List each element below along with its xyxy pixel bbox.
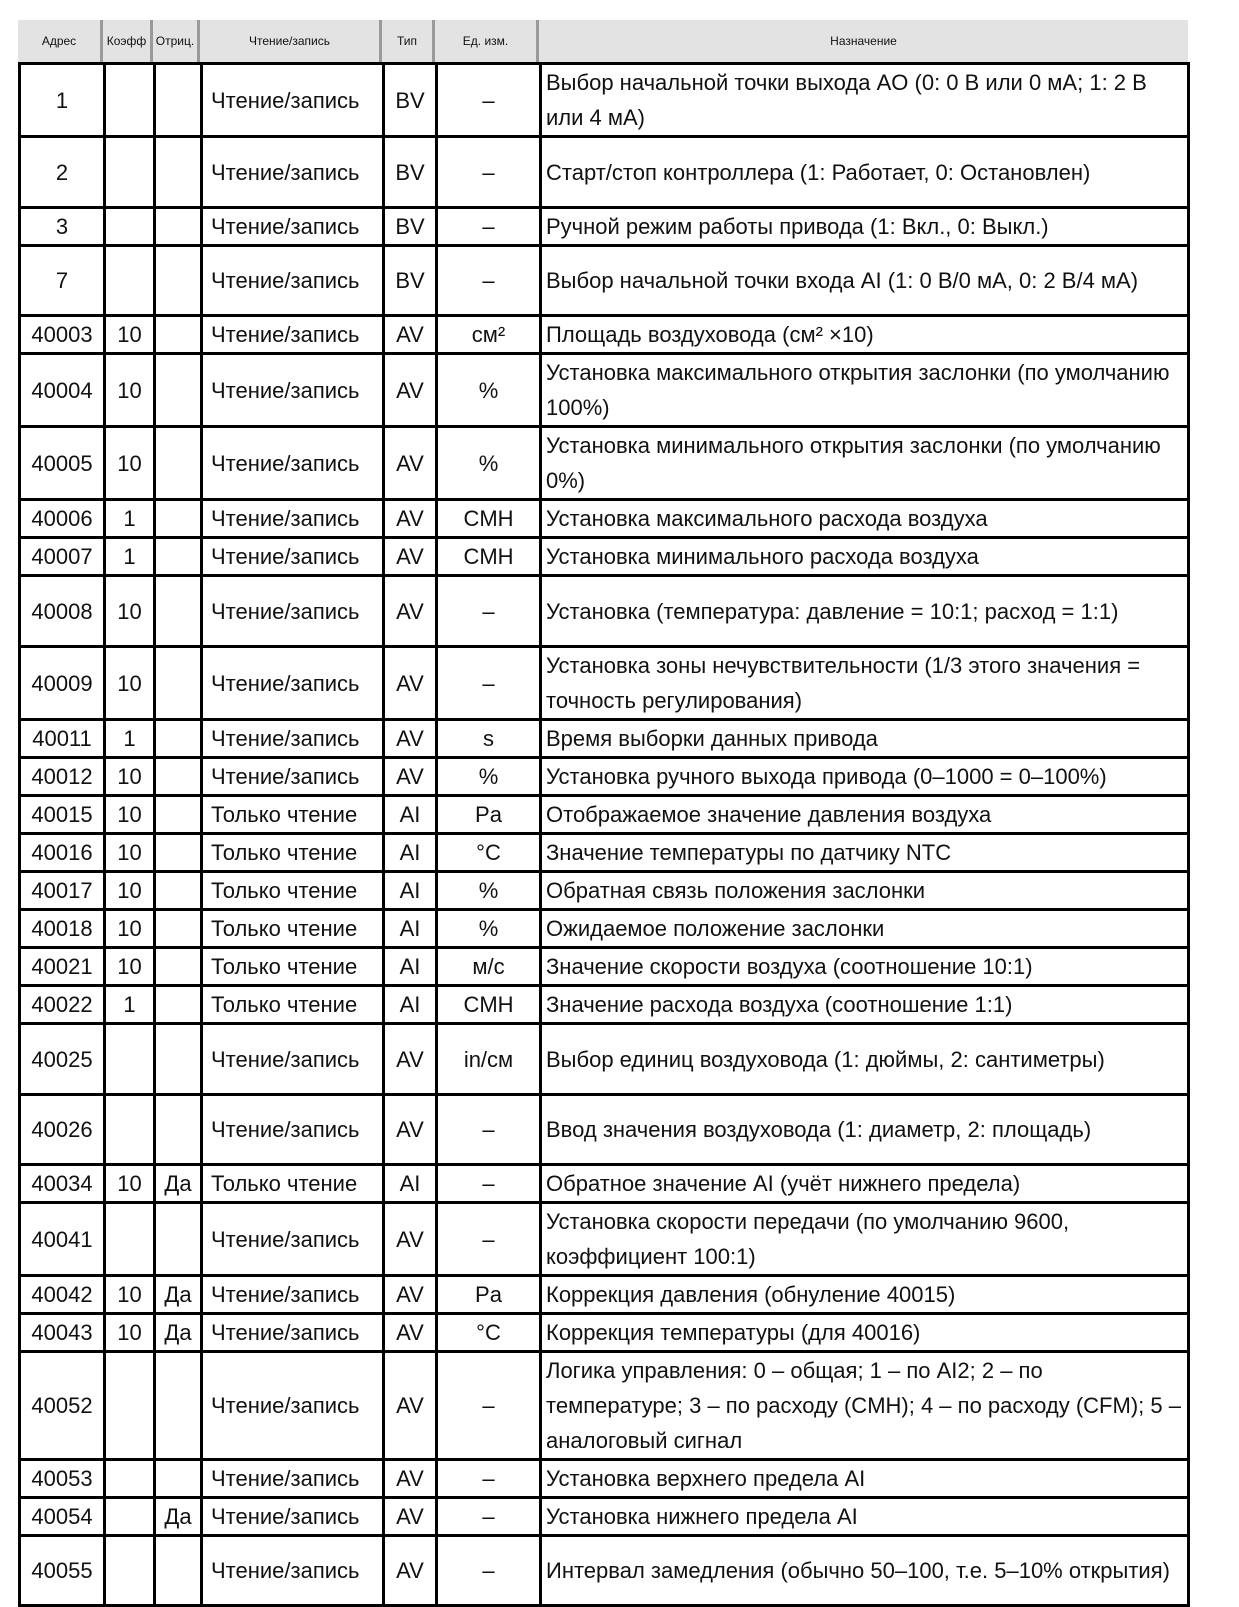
- negative-cell: [155, 500, 202, 538]
- table-row: [20, 1536, 1189, 1606]
- coefficient-cell: 10: [105, 1276, 155, 1314]
- read-write-cell: Только чтение: [202, 834, 384, 872]
- type-cell: AV: [384, 538, 437, 576]
- table-row: [20, 796, 1189, 834]
- unit-cell: CMH: [437, 500, 541, 538]
- coefficient-cell: 10: [105, 872, 155, 910]
- address-cell: 40021: [20, 948, 105, 986]
- unit-cell: –: [437, 1460, 541, 1498]
- negative-cell: [155, 316, 202, 354]
- address-cell: 7: [20, 246, 105, 316]
- read-write-cell: Чтение/запись: [202, 720, 384, 758]
- read-write-cell: Чтение/запись: [202, 1024, 384, 1095]
- coefficient-cell: [105, 64, 155, 137]
- negative-cell: [155, 137, 202, 208]
- purpose-cell: Обратное значение AI (учёт нижнего предела): [541, 1165, 1189, 1203]
- coefficient-cell: 10: [105, 948, 155, 986]
- type-cell: AI: [384, 1165, 437, 1203]
- negative-cell: [155, 796, 202, 834]
- header-read-write: Чтение/запись: [200, 20, 382, 62]
- coefficient-cell: 1: [105, 538, 155, 576]
- type-cell: AV: [384, 427, 437, 500]
- unit-cell: –: [437, 647, 541, 720]
- unit-cell: %: [437, 758, 541, 796]
- coefficient-cell: [105, 1498, 155, 1536]
- read-write-cell: Чтение/запись: [202, 1314, 384, 1352]
- purpose-cell: Выбор единиц воздуховода (1: дюймы, 2: сантиметры): [541, 1024, 1189, 1095]
- table-row: [20, 720, 1189, 758]
- address-cell: 40055: [20, 1536, 105, 1606]
- coefficient-cell: [105, 1095, 155, 1165]
- type-cell: AI: [384, 796, 437, 834]
- unit-cell: %: [437, 354, 541, 427]
- negative-cell: Да: [155, 1498, 202, 1536]
- coefficient-cell: 1: [105, 986, 155, 1024]
- read-write-cell: Чтение/запись: [202, 1276, 384, 1314]
- read-write-cell: Чтение/запись: [202, 354, 384, 427]
- purpose-cell: Установка минимального расхода воздуха: [541, 538, 1189, 576]
- coefficient-cell: 10: [105, 354, 155, 427]
- coefficient-cell: 10: [105, 1165, 155, 1203]
- type-cell: AV: [384, 1276, 437, 1314]
- read-write-cell: Чтение/запись: [202, 1460, 384, 1498]
- purpose-cell: Время выборки данных привода: [541, 720, 1189, 758]
- header-purpose: Назначение: [830, 34, 897, 48]
- purpose-cell: Ожидаемое положение заслонки: [541, 910, 1189, 948]
- table-row: [20, 1498, 1189, 1536]
- negative-cell: [155, 1460, 202, 1498]
- coefficient-cell: [105, 1203, 155, 1276]
- purpose-cell: Выбор начальной точки входа AI (1: 0 В/0 мА, 0: 2 В/4 мА): [541, 246, 1189, 316]
- purpose-cell: Коррекция давления (обнуление 40015): [541, 1276, 1189, 1314]
- negative-cell: [155, 538, 202, 576]
- purpose-cell: Установка (температура: давление = 10:1; расход = 1:1): [541, 576, 1189, 647]
- purpose-cell: Логика управления: 0 – общая; 1 – по AI2; 2 – по температуре; 3 – по расходу (CMH); 4 – по расходу (CFM); 5 – аналоговый сигнал: [541, 1352, 1189, 1460]
- type-cell: AI: [384, 948, 437, 986]
- unit-cell: –: [437, 1203, 541, 1276]
- address-cell: 40041: [20, 1203, 105, 1276]
- negative-cell: [155, 354, 202, 427]
- table-row: [20, 64, 1189, 137]
- negative-cell: [155, 1024, 202, 1095]
- unit-cell: °C: [437, 1314, 541, 1352]
- header-coefficient: Коэфф: [103, 20, 153, 62]
- table-row: [20, 1024, 1189, 1095]
- address-cell: 40003: [20, 316, 105, 354]
- unit-cell: CMH: [437, 538, 541, 576]
- table-row: [20, 354, 1189, 427]
- table-row: [20, 986, 1189, 1024]
- read-write-cell: Чтение/запись: [202, 208, 384, 246]
- purpose-cell: Ввод значения воздуховода (1: диаметр, 2: площадь): [541, 1095, 1189, 1165]
- type-cell: AV: [384, 1536, 437, 1606]
- unit-cell: см²: [437, 316, 541, 354]
- type-cell: AI: [384, 910, 437, 948]
- negative-cell: Да: [155, 1276, 202, 1314]
- address-cell: 2: [20, 137, 105, 208]
- address-cell: 40043: [20, 1314, 105, 1352]
- type-cell: AV: [384, 354, 437, 427]
- unit-cell: s: [437, 720, 541, 758]
- header-negative: Отриц.: [153, 20, 200, 62]
- table-row: [20, 1460, 1189, 1498]
- address-cell: 40009: [20, 647, 105, 720]
- coefficient-cell: [105, 1352, 155, 1460]
- coefficient-cell: [105, 1536, 155, 1606]
- table-row: [20, 1314, 1189, 1352]
- coefficient-cell: 1: [105, 720, 155, 758]
- unit-cell: °C: [437, 834, 541, 872]
- purpose-cell: Установка верхнего предела AI: [541, 1460, 1189, 1498]
- unit-cell: м/с: [437, 948, 541, 986]
- unit-cell: –: [437, 64, 541, 137]
- address-cell: 40012: [20, 758, 105, 796]
- table-row: [20, 1276, 1189, 1314]
- type-cell: AV: [384, 500, 437, 538]
- purpose-cell: Значение расхода воздуха (соотношение 1:1): [541, 986, 1189, 1024]
- unit-cell: %: [437, 872, 541, 910]
- table-row: [20, 316, 1189, 354]
- register-table-body: [20, 64, 1189, 1606]
- table-row: [20, 137, 1189, 208]
- negative-cell: Да: [155, 1165, 202, 1203]
- type-cell: AV: [384, 1314, 437, 1352]
- address-cell: 3: [20, 208, 105, 246]
- negative-cell: Да: [155, 1314, 202, 1352]
- address-cell: 40026: [20, 1095, 105, 1165]
- address-cell: 40015: [20, 796, 105, 834]
- purpose-cell: Установка нижнего предела AI: [541, 1498, 1189, 1536]
- read-write-cell: Только чтение: [202, 796, 384, 834]
- type-cell: BV: [384, 208, 437, 246]
- read-write-cell: Чтение/запись: [202, 1352, 384, 1460]
- read-write-cell: Чтение/запись: [202, 427, 384, 500]
- address-cell: 40006: [20, 500, 105, 538]
- coefficient-cell: [105, 208, 155, 246]
- header-type: Тип: [382, 20, 435, 62]
- table-row: [20, 872, 1189, 910]
- address-cell: 40007: [20, 538, 105, 576]
- read-write-cell: Чтение/запись: [202, 758, 384, 796]
- table-row: [20, 1095, 1189, 1165]
- negative-cell: [155, 1203, 202, 1276]
- unit-cell: –: [437, 1165, 541, 1203]
- coefficient-cell: 10: [105, 427, 155, 500]
- read-write-cell: Только чтение: [202, 948, 384, 986]
- purpose-cell: Старт/стоп контроллера (1: Работает, 0: Остановлен): [541, 137, 1189, 208]
- address-cell: 40022: [20, 986, 105, 1024]
- read-write-cell: Чтение/запись: [202, 137, 384, 208]
- negative-cell: [155, 576, 202, 647]
- read-write-cell: Чтение/запись: [202, 500, 384, 538]
- read-write-cell: Чтение/запись: [202, 538, 384, 576]
- purpose-cell: Выбор начальной точки выхода AO (0: 0 В или 0 мА; 1: 2 В или 4 мА): [541, 64, 1189, 137]
- read-write-cell: Чтение/запись: [202, 647, 384, 720]
- address-cell: 40053: [20, 1460, 105, 1498]
- type-cell: AV: [384, 1352, 437, 1460]
- coefficient-cell: 1: [105, 500, 155, 538]
- unit-cell: CMH: [437, 986, 541, 1024]
- read-write-cell: Чтение/запись: [202, 316, 384, 354]
- unit-cell: –: [437, 1498, 541, 1536]
- purpose-cell: Установка максимального расхода воздуха: [541, 500, 1189, 538]
- table-row: [20, 834, 1189, 872]
- table-row: [20, 500, 1189, 538]
- type-cell: AV: [384, 758, 437, 796]
- type-cell: BV: [384, 246, 437, 316]
- type-cell: AV: [384, 576, 437, 647]
- table-row: [20, 948, 1189, 986]
- read-write-cell: Чтение/запись: [202, 64, 384, 137]
- header-unit: Ед. изм.: [435, 20, 539, 62]
- purpose-cell: Ручной режим работы привода (1: Вкл., 0: Выкл.): [541, 208, 1189, 246]
- type-cell: AI: [384, 834, 437, 872]
- purpose-cell: Значение скорости воздуха (соотношение 10:1): [541, 948, 1189, 986]
- negative-cell: [155, 1095, 202, 1165]
- coefficient-cell: 10: [105, 576, 155, 647]
- address-cell: 40005: [20, 427, 105, 500]
- purpose-cell: Коррекция температуры (для 40016): [541, 1314, 1189, 1352]
- negative-cell: [155, 208, 202, 246]
- unit-cell: Pa: [437, 1276, 541, 1314]
- address-cell: 40011: [20, 720, 105, 758]
- address-cell: 1: [20, 64, 105, 137]
- coefficient-cell: 10: [105, 1314, 155, 1352]
- purpose-cell: Установка минимального открытия заслонки (по умолчанию 0%): [541, 427, 1189, 500]
- coefficient-cell: 10: [105, 316, 155, 354]
- purpose-cell: Площадь воздуховода (см² ×10): [541, 316, 1189, 354]
- table-row: [20, 758, 1189, 796]
- purpose-cell: Интервал замедления (обычно 50–100, т.е. 5–10% открытия): [541, 1536, 1189, 1606]
- purpose-cell: Установка зоны нечувствительности (1/3 этого значения = точность регулирования): [541, 647, 1189, 720]
- unit-cell: –: [437, 246, 541, 316]
- type-cell: AV: [384, 1024, 437, 1095]
- table-row: [20, 208, 1189, 246]
- purpose-cell: Значение температуры по датчику NTC: [541, 834, 1189, 872]
- address-cell: 40004: [20, 354, 105, 427]
- negative-cell: [155, 910, 202, 948]
- address-cell: 40016: [20, 834, 105, 872]
- unit-cell: –: [437, 1536, 541, 1606]
- type-cell: AV: [384, 1498, 437, 1536]
- coefficient-cell: [105, 246, 155, 316]
- negative-cell: [155, 758, 202, 796]
- table-row: [20, 538, 1189, 576]
- unit-cell: –: [437, 137, 541, 208]
- unit-cell: –: [437, 576, 541, 647]
- table-row: [20, 647, 1189, 720]
- address-cell: 40018: [20, 910, 105, 948]
- unit-cell: %: [437, 910, 541, 948]
- read-write-cell: Чтение/запись: [202, 1498, 384, 1536]
- coefficient-cell: 10: [105, 834, 155, 872]
- address-cell: 40025: [20, 1024, 105, 1095]
- type-cell: AV: [384, 1460, 437, 1498]
- unit-cell: in/см: [437, 1024, 541, 1095]
- table-row: [20, 246, 1189, 316]
- address-cell: 40008: [20, 576, 105, 647]
- read-write-cell: Чтение/запись: [202, 1536, 384, 1606]
- negative-cell: [155, 948, 202, 986]
- type-cell: AV: [384, 720, 437, 758]
- purpose-cell: Установка ручного выхода привода (0–1000 = 0–100%): [541, 758, 1189, 796]
- type-cell: BV: [384, 137, 437, 208]
- negative-cell: [155, 647, 202, 720]
- read-write-cell: Чтение/запись: [202, 1095, 384, 1165]
- address-cell: 40052: [20, 1352, 105, 1460]
- read-write-cell: Только чтение: [202, 1165, 384, 1203]
- purpose-cell: Отображаемое значение давления воздуха: [541, 796, 1189, 834]
- negative-cell: [155, 1536, 202, 1606]
- table-row: [20, 1165, 1189, 1203]
- read-write-cell: Чтение/запись: [202, 246, 384, 316]
- header-address: Адрес: [18, 20, 103, 62]
- address-cell: 40017: [20, 872, 105, 910]
- coefficient-cell: 10: [105, 796, 155, 834]
- address-cell: 40034: [20, 1165, 105, 1203]
- table-row: [20, 910, 1189, 948]
- coefficient-cell: [105, 1460, 155, 1498]
- negative-cell: [155, 834, 202, 872]
- table-row: [20, 1203, 1189, 1276]
- negative-cell: [155, 986, 202, 1024]
- table-row: [20, 576, 1189, 647]
- type-cell: BV: [384, 64, 437, 137]
- address-cell: 40054: [20, 1498, 105, 1536]
- table-row: [20, 427, 1189, 500]
- purpose-cell: Установка скорости передачи (по умолчанию 9600, коэффициент 100:1): [541, 1203, 1189, 1276]
- negative-cell: [155, 427, 202, 500]
- negative-cell: [155, 64, 202, 137]
- negative-cell: [155, 246, 202, 316]
- coefficient-cell: [105, 1024, 155, 1095]
- unit-cell: %: [437, 427, 541, 500]
- coefficient-cell: 10: [105, 910, 155, 948]
- type-cell: AV: [384, 316, 437, 354]
- type-cell: AI: [384, 986, 437, 1024]
- read-write-cell: Только чтение: [202, 910, 384, 948]
- purpose-cell: Установка максимального открытия заслонки (по умолчанию 100%): [541, 354, 1189, 427]
- unit-cell: –: [437, 1095, 541, 1165]
- coefficient-cell: [105, 137, 155, 208]
- read-write-cell: Чтение/запись: [202, 1203, 384, 1276]
- negative-cell: [155, 720, 202, 758]
- type-cell: AI: [384, 872, 437, 910]
- negative-cell: [155, 1352, 202, 1460]
- table-header: [18, 20, 1188, 62]
- unit-cell: Pa: [437, 796, 541, 834]
- type-cell: AV: [384, 1203, 437, 1276]
- table-row: [20, 1352, 1189, 1460]
- address-cell: 40042: [20, 1276, 105, 1314]
- read-write-cell: Чтение/запись: [202, 576, 384, 647]
- unit-cell: –: [437, 1352, 541, 1460]
- coefficient-cell: 10: [105, 647, 155, 720]
- unit-cell: –: [437, 208, 541, 246]
- read-write-cell: Только чтение: [202, 986, 384, 1024]
- coefficient-cell: 10: [105, 758, 155, 796]
- read-write-cell: Только чтение: [202, 872, 384, 910]
- type-cell: AV: [384, 1095, 437, 1165]
- register-table: [18, 62, 1190, 1607]
- purpose-cell: Обратная связь положения заслонки: [541, 872, 1189, 910]
- type-cell: AV: [384, 647, 437, 720]
- negative-cell: [155, 872, 202, 910]
